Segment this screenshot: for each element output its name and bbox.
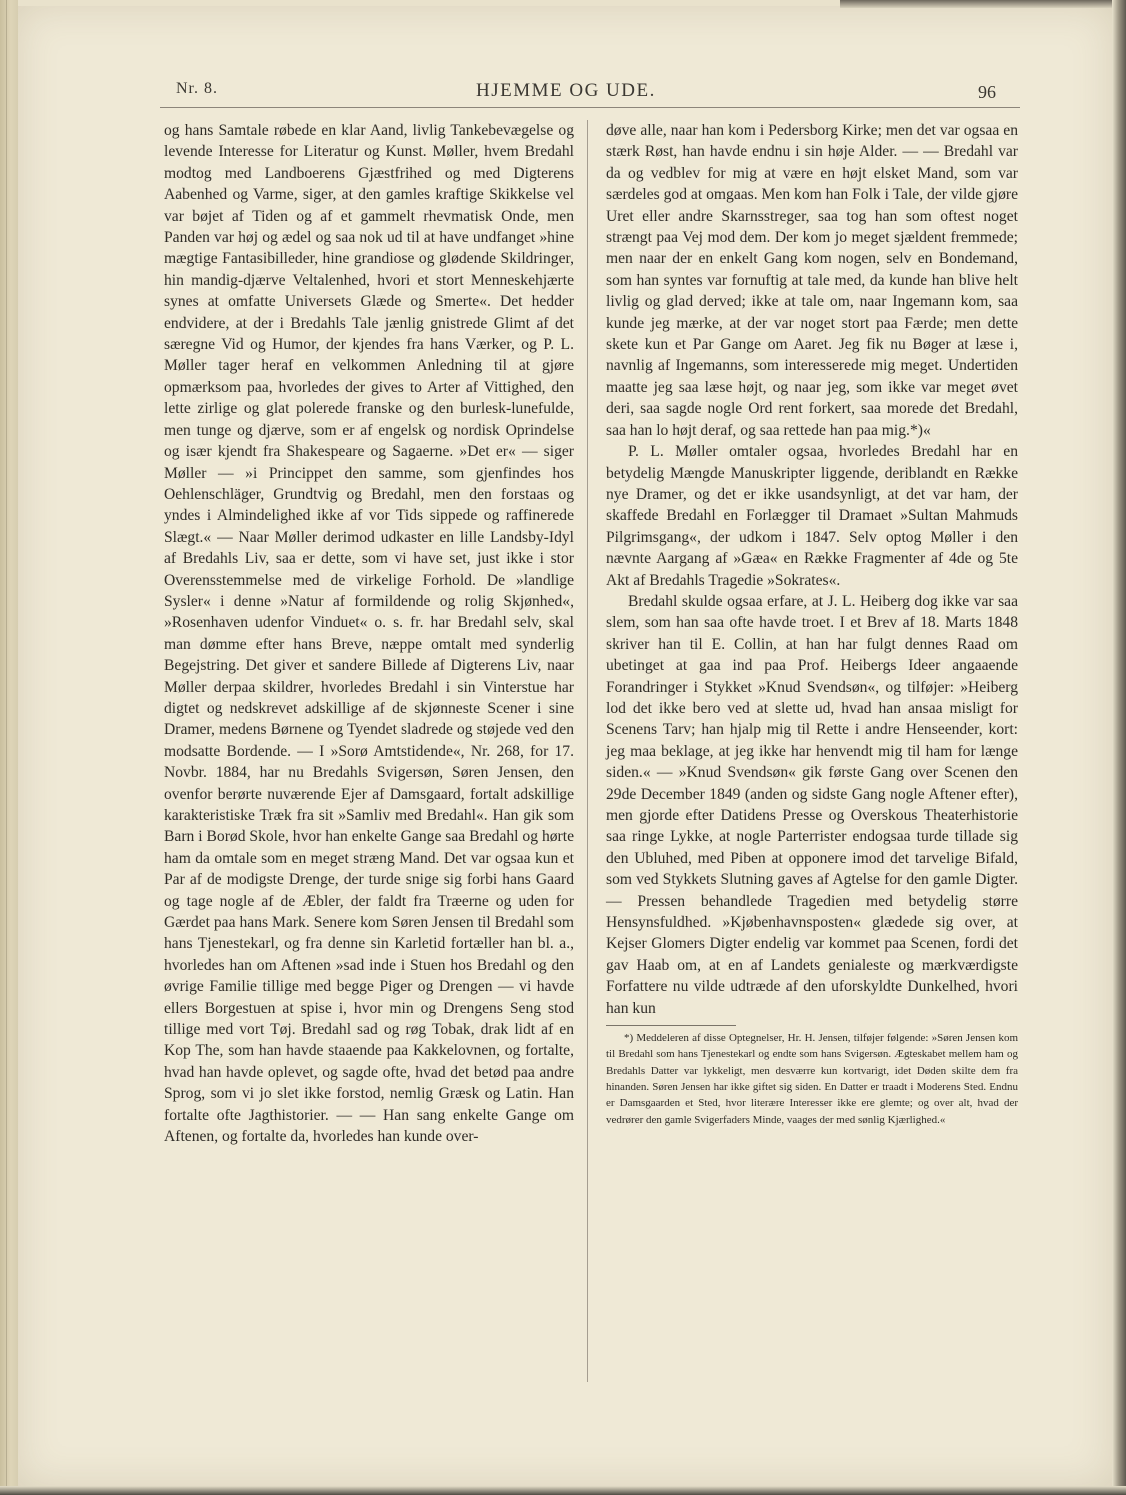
issue-number: Nr. 8. — [176, 80, 218, 97]
bottom-page-edge — [0, 1486, 1126, 1495]
top-page-edge — [840, 0, 1126, 8]
left-column — [164, 120, 574, 1148]
header-rule — [160, 107, 1020, 108]
page-number: 96 — [978, 82, 996, 102]
journal-title: HJEMME OG UDE. — [476, 80, 656, 101]
column-divider — [587, 120, 588, 1382]
paragraph: døve alle, naar han kom i Pedersborg Kirke; men det var ogsaa en stærk Røst, han havde endnu i sin høje Alder. — — Bredahl var da og vedblev for mig at være en højt elsket Mand, som var særdeles god at omgaas. Men kom han Folk i Tale, der vilde gjøre Uret eller andre Skarnsstreger, saa tog han som oftest noget strængt paa Vej mod dem. Der kom jo meget sjældent fremmede; men naar der en enkelt Gang kom nogen, selv en Bondemand, som han syntes var fornuftig at tale med, da kunde han blive helt livlig og glad derved; ikke at tale om, naar Ingemann kom, saa kunde jeg mærke, at der var noget stort paa Færde; men dette skete kun et Par Gange om Aaret. Jeg fik nu Bøger at læse i, navnlig af Ingemanns, som interesserede mig meget. Undertiden maatte jeg saa læse højt, og naar jeg, som ikke var meget øvet deri, saa sagde nogle Ord rent forkert, saa morede det Bredahl, saa han lo højt deraf, og saa rettede han paa mig.*)« — [606, 122, 1018, 439]
book-binding-edge — [0, 0, 18, 1495]
paragraph: Bredahl skulde ogsaa erfare, at J. L. Heiberg dog ikke var saa slem, som han saa ofte havde troet. I et Brev af 18. Marts 1848 skriver han til E. Collin, at han har fulgt dennes Raad om ubetinget at gaa ind paa Prof. Heibergs Ideer angaaende Forandringer i Stykket »Knud Svendsøn«, og tilføjer: »Heiberg lod det ikke bero ved at slette ud, hvad han ansaa misligt for Scenens Tarv; han hjalp mig til Rette i andre Henseender, kort: jeg maa beklage, at jeg ikke har henvendt mig til ham for længe siden.« — »Knud Svendsøn« gik første Gang over Scenen den 29de December 1849 (anden og sidste Gang nogle Aftener efter), men gjorde efter Datidens Presse og Overskous Theaterhistorie saa ringe Lykke, at nogle Parterrister endogsaa turde tillade sig den Ubluhed, med Piben at opponere imod det tarvelige Bifald, som ved Stykkets Slutning gaves af Agtelse for den gamle Digter. — Pressen behandlede Tragedien med betydelig større Hensynsfuldhed. »Kjøbenhavnsposten« glædede sig over, at Kejser Glomers Digter endelig var kommet paa Scenen, fordi det gav Haab om, at en af Landets genialeste og mærkværdigste Forfattere nu vilde udtræde af den uforskyldte Dunkelhed, hvori han kun — [606, 592, 1018, 1017]
footnote-rule — [606, 1025, 736, 1026]
footnote — [606, 1030, 1018, 1128]
footnote-text: *) Meddeleren af disse Optegnelser, Hr. H. Jensen, tilføjer følgende: »Søren Jensen kom til Bredahl som hans Tjenestekarl og endte som hans Svigersøn. Ægteskabet mellem ham og Bredahls Datter var lykkeligt, men desværre kun kortvarigt, idet Døden skilte dem fra hinanden. Søren Jensen har ikke giftet sig siden. En Datter er traadt i Moderens Sted. Endnu er Damsgaarden et Sted, hvor literære Interesser ikke ere glemte; og over alt, hvad der vedrører den gamle Svigerfaders Minde, vaages der med sønlig Kjærlighed.« — [606, 1032, 1018, 1126]
running-header — [176, 80, 1016, 106]
paragraph: og hans Samtale røbede en klar Aand, livlig Tankebevægelse og levende Interesse for Literatur og Kunst. Møller, hvem Bredahl modtog med Landboerens Gjæstfrihed og med Digterens Aabenhed og Varme, siger, at den gamles kraftige Skikkelse vel var bøjet af Tiden og af et gammelt rhevmatisk Onde, men Panden var høj og ædel og saa nok ud til at have undfanget »hine mægtige Fantasibilleder, hine grandiose og glødende Skildringer, hin mandig-djærve Veltalenhed, hvori et stort Menneskehjærte synes at omfatte Universets Glæde og Smerte«. Det hedder endvidere, at der i Bredahls Tale jænlig gnistrede Glimt af det særegne Vid og Humor, der kjendes fra hans Værker, og P. L. Møller tager heraf en velkommen Anledning til at gjøre opmærksom paa, hvorledes der gives to Arter af Vittighed, den lette zirlige og glat polerede franske og den burlesk-lunefulde, men tunge og djærve, som er af engelsk og nordisk Oprindelse og især kjendt fra Shakespeare og Sagaerne. »Det er« — siger Møller — »i Princippet den samme, som gjenfindes hos Oehlenschläger, Grundtvig og Bredahl, men den forstaas og yndes i Almindelighed ikke af vor Tids sippede og raffinerede Slægt.« — Naar Møller derimod udkaster en lille Landsby-Idyl af Bredahls Liv, saa er dette, som vi have set, just ikke i stor Overensstemmelse med de virkelige Forhold. De »landlige Sysler« i denne »Natur af formildende og rolig Skjønhed«, »Rosenhaven udenfor Vinduet« o. s. fr. har Bredahl selv, skal man dømme efter hans Breve, næppe omtalt med synderlig Begejstring. Det giver et sandere Billede af Digterens Liv, naar Møller derpaa skildrer, hvorledes Bredahl i sin Vinterstue har digtet og nedskrevet adskillige af de skjønneste Scener i sine Dramer, medens Børnene og Tyendet sladrede og støjede ved den modsatte Bordende. — I »Sorø Amtstidende«, Nr. 268, for 17. Novbr. 1884, har nu Bredahls Svigersøn, Søren Jensen, den ovenfor berørte nuværende Ejer af Damsgaard, fortalt adskillige karakteristiske Træk fra sit »Samliv med Bredahl«. Han gik som Barn i Borød Skole, hvor han enkelte Gange saa Bredahl og hørte ham da omtale som en meget stræng Mand. Det var ogsaa kun et Par af de modigste Drenge, der turde snige sig forbi hans Gaard og tage nogle af de Æbler, der faldt fra Træerne og uden for Gærdet paa hans Mark. Senere kom Søren Jensen til Bredahl som hans Tjenestekarl, og fra denne sin Karletid fortæller han bl. a., hvorledes han om Aftenen »sad inde i Stuen hos Bredahl og den øvrige Familie tillige med begge Piger og Drengen — vi havde ellers Borgestuen at spise i, hvor min og Drengens Seng stod tillige med vort Tøj. Bredahl sad og røg Tobak, drak lidt af en Kop The, som han havde staaende paa Kakkelovnen, og fortalte, hvad han havde oplevet, og sagde ofte, hvad det betød paa andre Sprog, som vi jo slet ikke forstod, nemlig Græsk og Latin. Han fortalte ofte Jagthistorier. — — Han sang enkelte Gange om Aftenen, og fortalte da, hvorledes han kunde over- — [164, 122, 574, 1146]
right-page-edge — [1112, 0, 1126, 1495]
right-column — [606, 120, 1018, 1128]
paragraph: P. L. Møller omtaler ogsaa, hvorledes Bredahl har en betydelig Mængde Manuskripter liggende, deriblandt en Række nye Dramer, og det er ikke usandsynligt, at det var ham, der skaffede Bredahl en Forlægger til Dramaet »Sultan Mahmuds Pilgrimsgang«, der udkom i 1847. Selv optog Møller i den nævnte Aargang af »Gæa« en Række Fragmenter af 4de og 5te Akt af Bredahls Tragedie »Sokrates«. — [606, 443, 1018, 589]
